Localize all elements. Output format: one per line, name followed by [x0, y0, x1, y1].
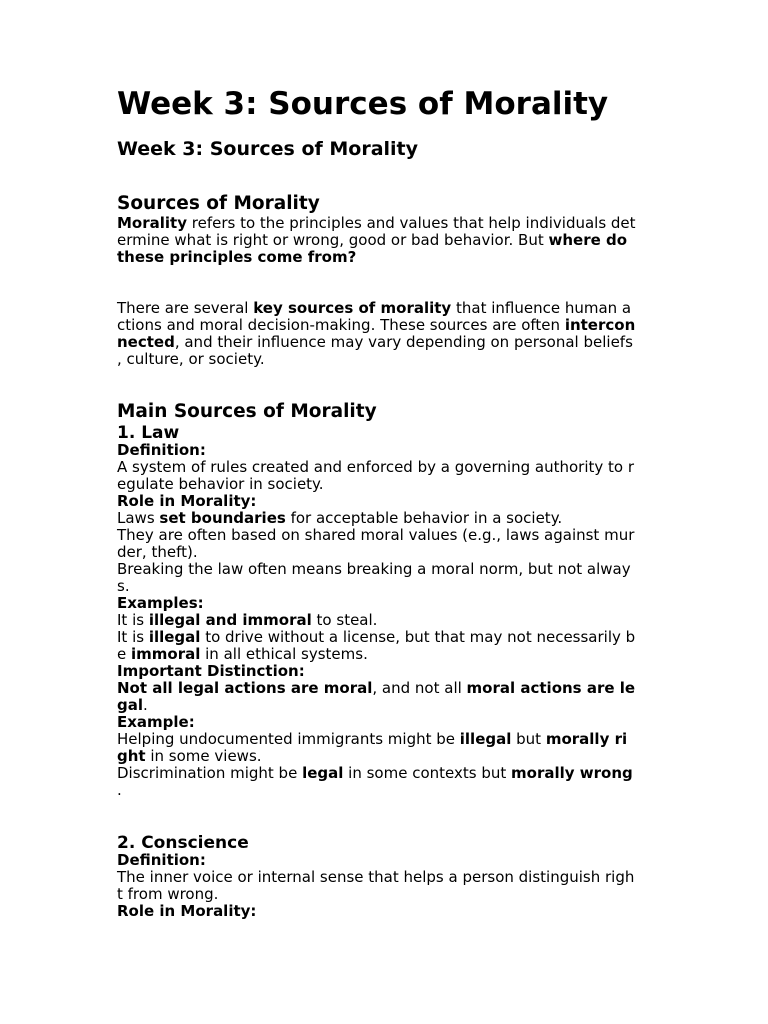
text-line: [117, 476, 635, 493]
text-line: [117, 714, 635, 731]
paragraph-block-3: [117, 300, 635, 368]
bold-text: ght: [117, 747, 146, 766]
text-line: [117, 903, 634, 920]
text-line: [117, 493, 635, 510]
bold-text: where do: [548, 230, 628, 249]
bold-text: 1. Law: [117, 422, 180, 443]
text-run: It is: [117, 628, 149, 647]
bold-text: immoral: [131, 645, 201, 664]
bold-text: nected: [117, 332, 175, 351]
text-run: ctions and moral decision-making. These sources are often: [117, 315, 565, 334]
text-line: [117, 442, 635, 459]
paragraph-block-2: [117, 215, 636, 266]
text-run: The inner voice or internal sense that helps a person distinguish righ: [117, 867, 635, 886]
text-run: A system of rules created and enforced by a governing authority to r: [117, 457, 635, 476]
text-run: in some contexts but: [343, 764, 512, 783]
text-line: [117, 215, 636, 232]
text-line: [117, 832, 249, 853]
text-line: [117, 351, 635, 368]
text-line: [117, 334, 635, 351]
bold-text: key sources of morality: [253, 298, 452, 317]
text-line: [117, 317, 635, 334]
text-run: Helping undocumented immigrants might be: [117, 730, 460, 749]
text-line: [117, 731, 635, 748]
subheading-block-7: [117, 832, 249, 853]
paragraph-block-8: [117, 852, 634, 920]
subheading-block-5: [117, 422, 180, 443]
text-line: [117, 629, 635, 646]
bold-text: 2. Conscience: [117, 832, 249, 853]
paragraph-block-6: [117, 442, 635, 800]
bold-text: Role in Morality:: [117, 491, 257, 510]
text-line: [117, 544, 635, 561]
text-run: in all ethical systems.: [200, 645, 368, 664]
text-run: It is: [117, 610, 149, 629]
bold-text: Important Distinction:: [117, 662, 305, 681]
text-run: ermine what is right or wrong, good or bad behavior. But: [117, 230, 549, 249]
bold-text: morally ri: [545, 730, 628, 749]
text-run: der, theft).: [117, 542, 198, 561]
bold-text: legal: [302, 764, 344, 783]
text-line: [117, 697, 635, 714]
bold-text: Example:: [117, 713, 195, 732]
bold-text: Not all legal actions are moral: [117, 679, 373, 698]
text-run: that influence human a: [451, 298, 632, 317]
text-line: [117, 748, 635, 765]
text-run: for acceptable behavior in a society.: [285, 508, 563, 527]
text-run: , culture, or society.: [117, 349, 265, 368]
text-run: to drive without a license, but that may not necessarily b: [200, 628, 636, 647]
bold-text: morally wrong: [511, 764, 633, 783]
text-line: [117, 401, 377, 423]
bold-text: these principles come from?: [117, 247, 357, 266]
text-line: [117, 782, 635, 799]
text-run: Laws: [117, 508, 160, 527]
text-run: refers to the principles and values that help individuals det: [186, 213, 636, 232]
text-run: .: [143, 696, 148, 715]
text-line: [117, 300, 635, 317]
text-run: Discrimination might be: [117, 764, 303, 783]
bold-text: Definition:: [117, 850, 206, 869]
text-run: There are several: [117, 298, 254, 317]
text-run: , and not all: [372, 679, 467, 698]
text-run: e: [117, 645, 131, 664]
text-line: [117, 663, 635, 680]
bold-text: Sources of Morality: [117, 193, 320, 214]
bold-text: Definition:: [117, 440, 206, 459]
text-line: [117, 765, 635, 782]
text-run: s.: [117, 576, 130, 595]
bold-text: illegal: [459, 730, 512, 749]
bold-text: set boundaries: [159, 508, 286, 527]
text-line: [117, 459, 635, 476]
text-line: [117, 595, 635, 612]
text-line: [117, 680, 635, 697]
text-run: , and their influence may vary depending on personal beliefs: [174, 332, 633, 351]
page-subtitle: Week 3: Sources of Morality: [117, 138, 419, 160]
text-line: [117, 886, 634, 903]
text-line: [117, 578, 635, 595]
text-line: [117, 193, 320, 215]
bold-text: gal: [117, 696, 144, 715]
text-run: to steal.: [311, 610, 378, 629]
bold-text: intercon: [564, 315, 636, 334]
text-line: [117, 561, 635, 578]
text-run: but: [511, 730, 546, 749]
text-run: t from wrong.: [117, 884, 219, 903]
bold-text: Examples:: [117, 593, 204, 612]
text-run: .: [117, 781, 122, 800]
text-line: [117, 527, 635, 544]
bold-text: Morality: [117, 213, 187, 232]
text-run: in some views.: [145, 747, 262, 766]
text-line: [117, 510, 635, 527]
text-run: They are often based on shared moral values (e.g., laws against mur: [117, 525, 635, 544]
bold-text: illegal and immoral: [148, 610, 312, 629]
text-run: Breaking the law often means breaking a moral norm, but not alway: [117, 559, 631, 578]
text-line: [117, 612, 635, 629]
text-line: [117, 422, 180, 443]
heading-block-1: [117, 193, 320, 215]
bold-text: moral actions are le: [466, 679, 636, 698]
heading-block-4: [117, 401, 377, 423]
text-run: egulate behavior in society.: [117, 474, 324, 493]
bold-text: Main Sources of Morality: [117, 401, 377, 422]
page-title: Week 3: Sources of Morality: [117, 86, 609, 122]
text-line: [117, 869, 634, 886]
text-line: [117, 249, 636, 266]
bold-text: Role in Morality:: [117, 901, 257, 920]
text-line: [117, 646, 635, 663]
text-line: [117, 852, 634, 869]
text-line: [117, 232, 636, 249]
bold-text: illegal: [148, 628, 201, 647]
